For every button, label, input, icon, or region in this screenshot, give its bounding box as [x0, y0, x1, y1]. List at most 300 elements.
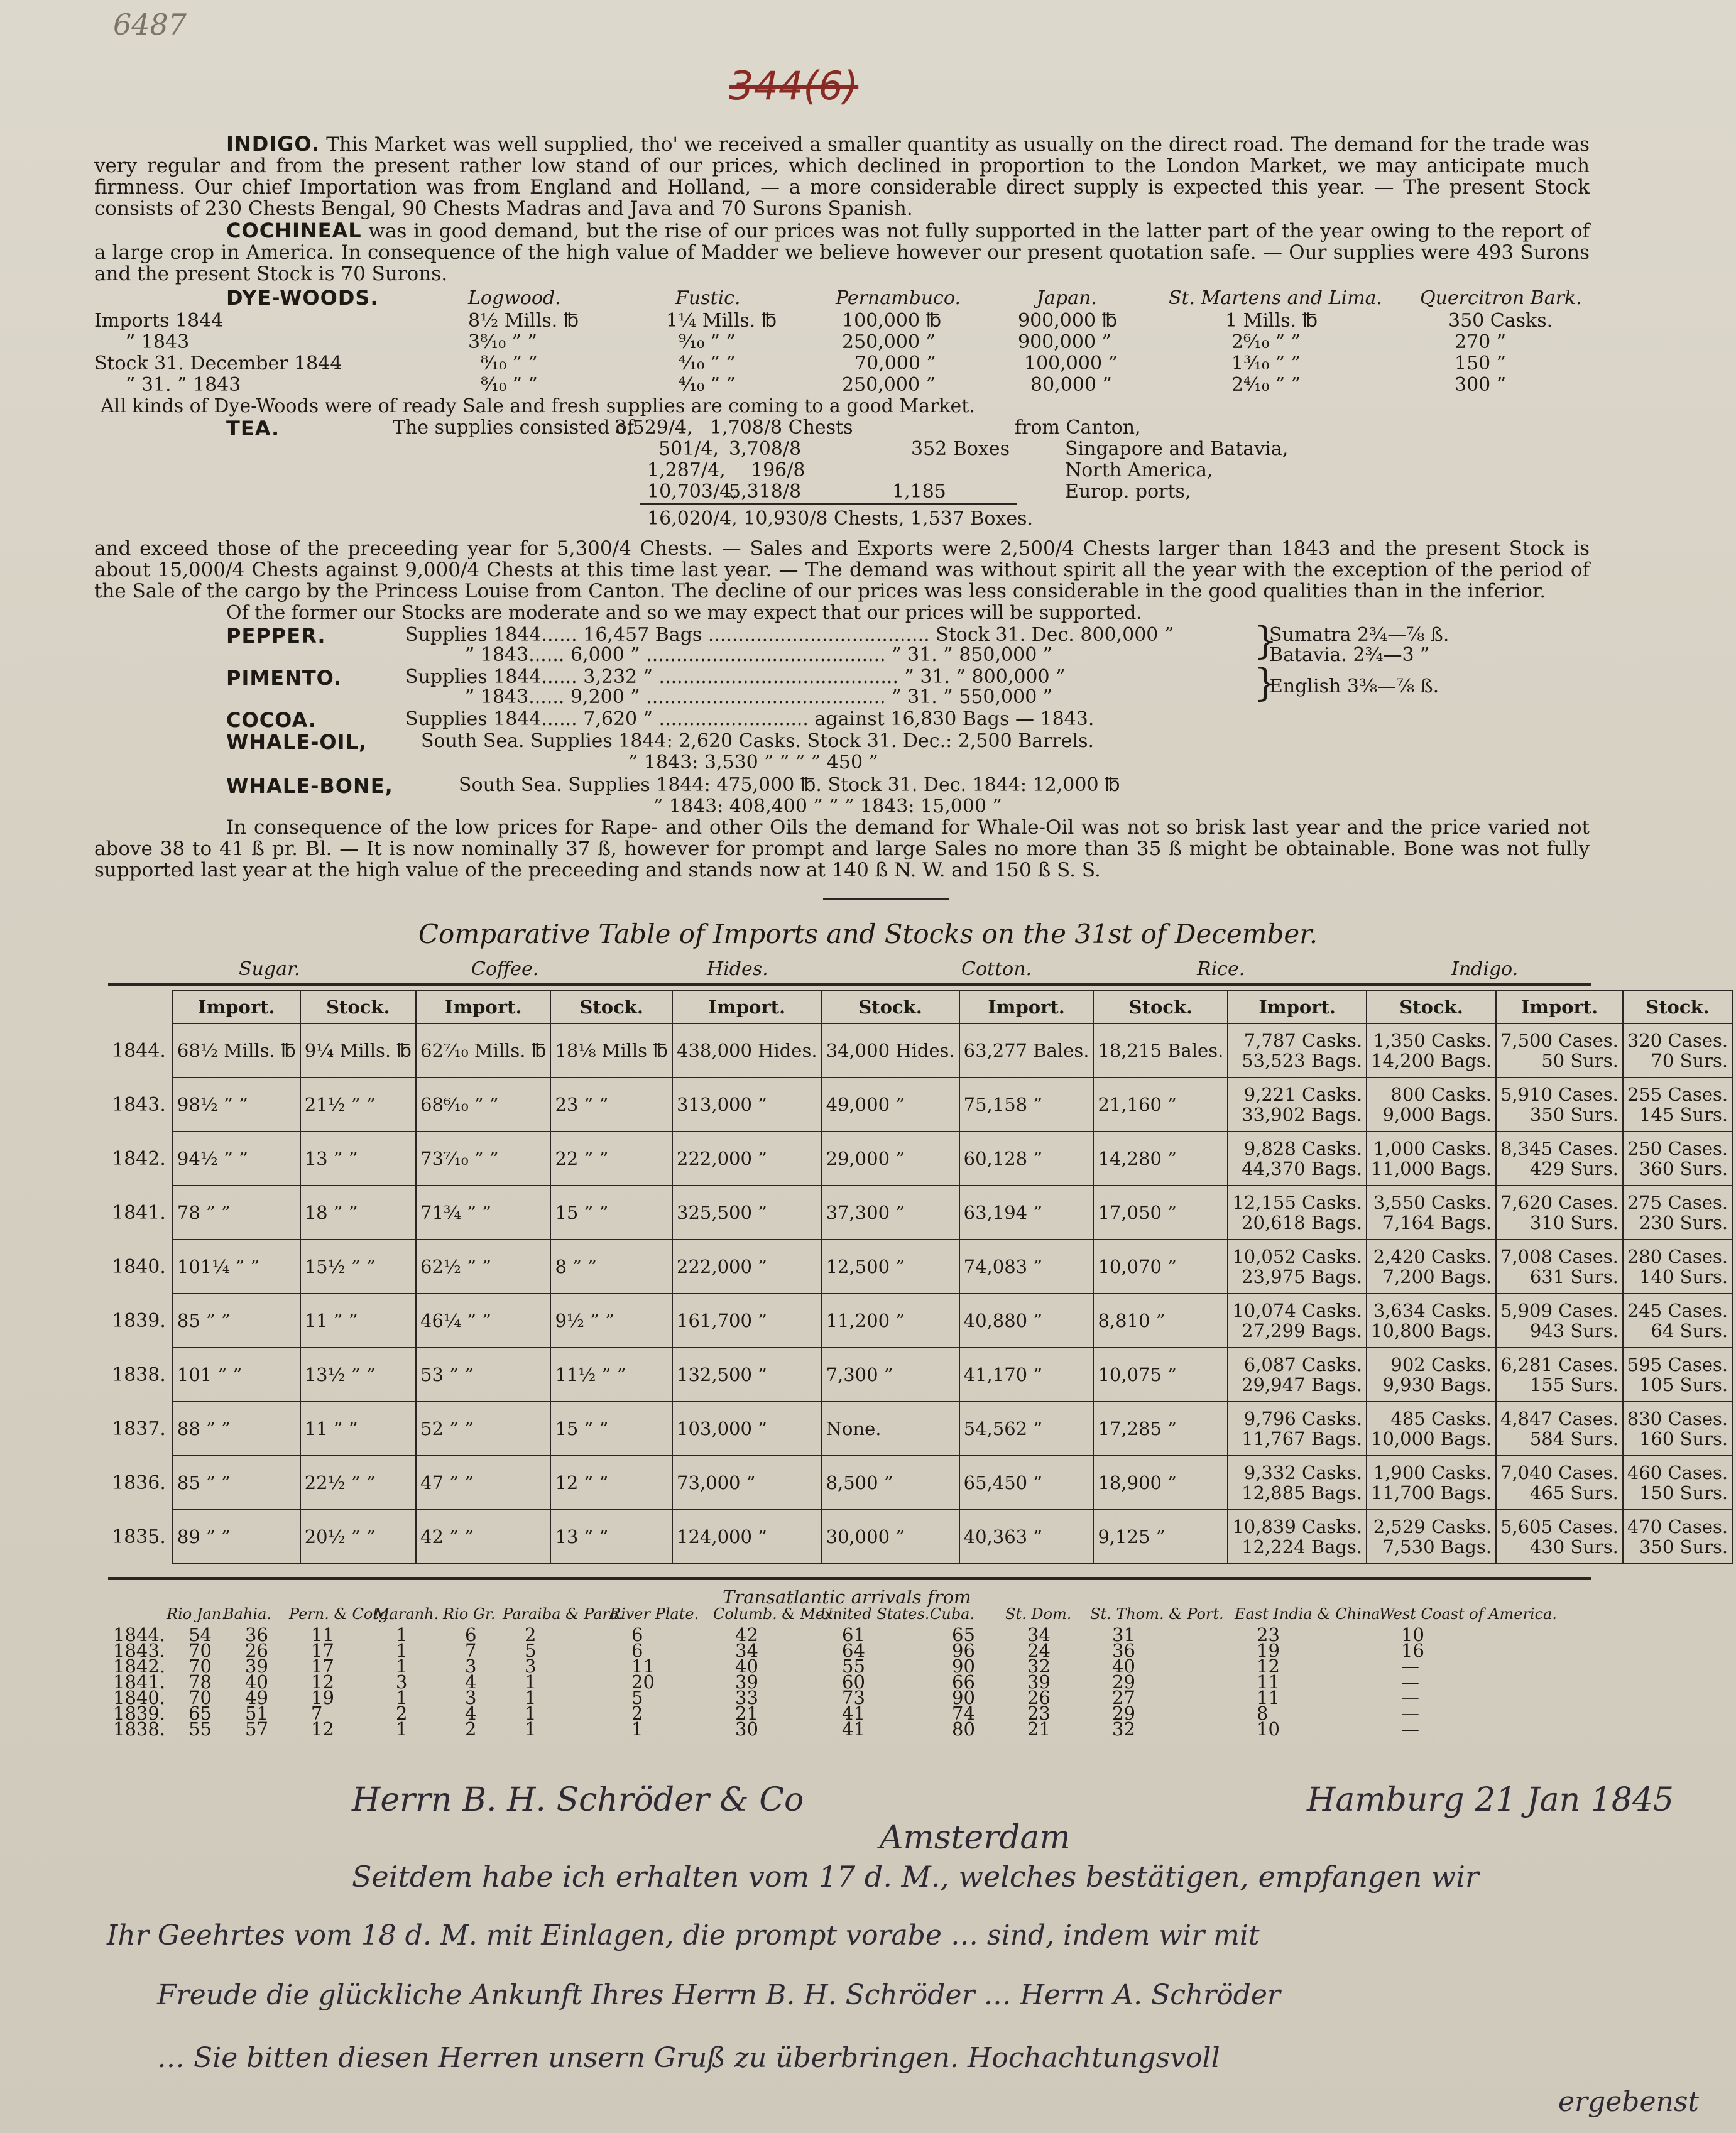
table-cell-line: 10,074 Casks.: [1232, 1300, 1363, 1321]
tea-cell: 5,318/8: [729, 481, 802, 503]
transatlantic-cell: 26: [1027, 1687, 1051, 1708]
handwritten-addressee: Herrn B. H. Schröder & Co: [352, 1781, 804, 1819]
table-cell: [1228, 1510, 1367, 1564]
table-cell: 74,083 ”: [959, 1240, 1094, 1294]
dyewoods-cell: 250,000 ”: [842, 331, 936, 353]
table-cell-line: 584 Surs.: [1529, 1428, 1619, 1449]
table-cell: [1367, 1294, 1496, 1348]
table-cell: 29,000 ”: [822, 1132, 959, 1186]
transatlantic-cell: 11: [1257, 1687, 1280, 1708]
table-cell: 62½ ” ”: [416, 1240, 550, 1294]
dyewoods-cell: 1 Mills. ℔: [1225, 310, 1318, 332]
pepper-line: Supplies 1844...... 16,457 Bags ..................................... Stock 31. Dec. 800,000 ”: [405, 624, 1174, 646]
table-subheader: Import.: [1496, 991, 1623, 1023]
folio-number: 344(6): [729, 63, 859, 109]
tea-cell: 1,708/8 Chests: [710, 417, 853, 439]
whale-oil-line: ” 1843: 3,530 ” ” ” ” 450 ”: [628, 751, 878, 773]
table-cell: 73⁷⁄₁₀ ” ”: [416, 1132, 550, 1186]
transatlantic-cell: 3: [465, 1656, 477, 1677]
transatlantic-cell: 10: [1401, 1624, 1424, 1645]
table-cell: 438,000 Hides.: [672, 1023, 822, 1077]
dyewoods-cell: 1³⁄₁₀ ” ”: [1231, 352, 1301, 374]
table-cell: [1228, 1186, 1367, 1240]
table-cell: [1496, 1456, 1623, 1510]
dyewoods-row-label: ” 31. ” 1843: [126, 374, 241, 396]
table-cell: 22½ ” ”: [300, 1456, 416, 1510]
table-cell-line: 9,221 Casks.: [1243, 1084, 1363, 1105]
table-cell: [1228, 1348, 1367, 1402]
transatlantic-cell: 27: [1112, 1687, 1135, 1708]
dyewoods-heading: DYE-WOODS.: [226, 286, 379, 310]
cochineal-text: was in good demand, but the rise of our prices was not fully supported in the latter part of the year owing to the report of a large crop in America. In consequence of the high value of Madder we believe however our present quotation safe. — Our supplies were 493 Surons and the present Stock is 70 Surons.: [94, 220, 1590, 285]
table-cell-line: 3,550 Casks.: [1373, 1192, 1492, 1213]
whale-oil-heading: WHALE-OIL,: [226, 730, 368, 754]
table-cell-line: 360 Surs.: [1639, 1158, 1728, 1179]
table-cell-line: 7,500 Cases.: [1500, 1030, 1619, 1051]
transatlantic-year: 1843.: [113, 1640, 166, 1661]
table-cell: 124,000 ”: [672, 1510, 822, 1564]
pepper-line: ” 1843...... 6,000 ” ........................................ ” 31. ” 850,000 ”: [465, 644, 1053, 666]
transatlantic-cell: 23: [1027, 1703, 1051, 1724]
handwritten-line: Ihr Geehrtes vom 18 d. M. mit Einlagen, die prompt vorabe … sind, indem wir mit: [107, 1919, 1260, 1951]
table-cell: 98½ ” ”: [173, 1077, 300, 1132]
table-cell: 8,500 ”: [822, 1456, 959, 1510]
table-cell-line: 8,345 Cases.: [1500, 1138, 1619, 1159]
pimento-price: English 3⅜—⅞ ß.: [1269, 675, 1439, 697]
transatlantic-cell: —: [1401, 1671, 1419, 1693]
table-cell: 7,300 ”: [822, 1348, 959, 1402]
transatlantic-cell: 42: [735, 1624, 758, 1645]
dyewoods-cell: 150 ”: [1455, 352, 1507, 374]
tea-intro: The supplies consisted of: [393, 417, 634, 439]
table-cell: 13½ ” ”: [300, 1348, 416, 1402]
pimento-line: Supplies 1844...... 3,232 ” ........................................ ” 31. ” 800,000 ”: [405, 666, 1066, 688]
table-cell: 63,277 Bales.: [959, 1023, 1094, 1077]
table-cell-line: 310 Surs.: [1529, 1212, 1619, 1233]
comparative-title: Comparative Table of Imports and Stocks on the 31st of December.: [418, 919, 1318, 949]
table-subheader: Import.: [1228, 991, 1367, 1023]
table-cell: 8,810 ”: [1093, 1294, 1228, 1348]
table-cell: 85 ” ”: [173, 1294, 300, 1348]
cocoa-line: Supplies 1844...... 7,620 ” ......................... against 16,830 Bags — 1843.: [405, 708, 1095, 730]
pepper-heading: PEPPER.: [226, 624, 326, 648]
pimento-line: ” 1843...... 9,200 ” ........................................ ” 31. ” 550,000 ”: [465, 686, 1053, 708]
transatlantic-cell: 40: [1112, 1656, 1135, 1677]
transatlantic-cell: 1: [525, 1718, 537, 1740]
transatlantic-year: 1840.: [113, 1687, 166, 1708]
tea-cell: Europ. ports,: [1065, 481, 1191, 503]
table-cell-line: 33,902 Bags.: [1242, 1104, 1363, 1125]
table-cell: 18 ” ”: [300, 1186, 416, 1240]
transatlantic-year: 1841.: [113, 1671, 166, 1693]
oil-paragraph: In consequence of the low prices for Rape- and other Oils the demand for Whale-Oil was not so brisk last year and the price varied not above 38 to 41 ß pr. Bl. — It is now nominally 37 ß, however for prompt and large Sales no more than 35 ß might be obtainable. Bone was not fully supported last year at the high value of the preceeding and stands now at 140 ß N. W. and 150 ß S. S.: [94, 816, 1590, 881]
table-cell: 63,194 ”: [959, 1186, 1094, 1240]
table-cell-line: 12,224 Bags.: [1242, 1536, 1363, 1557]
table-year: 1835.: [112, 1525, 166, 1548]
table-cell-line: 460 Cases.: [1627, 1462, 1728, 1483]
table-cell-line: 10,800 Bags.: [1371, 1320, 1492, 1341]
table-cell: [1367, 1456, 1496, 1510]
table-cell: 37,300 ”: [822, 1186, 959, 1240]
table-cell-line: 470 Cases.: [1627, 1516, 1728, 1537]
pepper-price: Batavia. 2¾—3 ”: [1269, 644, 1430, 666]
table-cell: 11,200 ”: [822, 1294, 959, 1348]
table-cell-line: 5,605 Cases.: [1500, 1516, 1619, 1537]
transatlantic-cell: 2: [396, 1703, 408, 1724]
transatlantic-cell: 73: [842, 1687, 865, 1708]
table-cell: [1228, 1077, 1367, 1132]
tea-cell: Singapore and Batavia,: [1065, 438, 1289, 460]
table-cell: 20½ ” ”: [300, 1510, 416, 1564]
transatlantic-cell: 54: [188, 1624, 212, 1645]
table-cell: 132,500 ”: [672, 1348, 822, 1402]
table-cell-line: 10,000 Bags.: [1371, 1428, 1492, 1449]
dyewoods-cell: 100,000 ℔: [842, 310, 942, 332]
transatlantic-cell: 41: [842, 1703, 865, 1724]
table-cell-line: 7,530 Bags.: [1382, 1536, 1492, 1557]
dyewoods-cell: 80,000 ”: [1030, 374, 1112, 396]
table-cell: [1367, 1186, 1496, 1240]
table-cell-line: 1,350 Casks.: [1373, 1030, 1492, 1051]
table-cell: [1623, 1456, 1732, 1510]
table-cell: 11½ ” ”: [550, 1348, 672, 1402]
transatlantic-cell: 1: [525, 1671, 537, 1693]
table-cell: 54,562 ”: [959, 1402, 1094, 1456]
table-cell: [1228, 1240, 1367, 1294]
transatlantic-col-header: St. Thom. & Port.: [1090, 1605, 1224, 1623]
dyewoods-col: Fustic.: [675, 287, 741, 309]
transatlantic-cell: 1: [631, 1718, 643, 1740]
table-cell: [1496, 1402, 1623, 1456]
table-cell: [1623, 1240, 1732, 1294]
transatlantic-cell: —: [1401, 1718, 1419, 1740]
transatlantic-cell: 2: [631, 1703, 643, 1724]
tea-cell: 3,529/4,: [614, 417, 693, 439]
table-cell-line: 12,155 Casks.: [1232, 1192, 1363, 1213]
table-cell-line: 429 Surs.: [1529, 1158, 1619, 1179]
table-cell: [1623, 1186, 1732, 1240]
table-cell: 13 ” ”: [300, 1132, 416, 1186]
transatlantic-year: 1839.: [113, 1703, 166, 1724]
table-cell: 8 ” ”: [550, 1240, 672, 1294]
transatlantic-cell: 29: [1112, 1703, 1135, 1724]
table-cell-line: 140 Surs.: [1639, 1266, 1728, 1287]
divider: [823, 898, 949, 900]
table-cell: 78 ” ”: [173, 1186, 300, 1240]
table-cell: 88 ” ”: [173, 1402, 300, 1456]
table-cell: [1228, 1023, 1367, 1077]
dyewoods-col: Logwood.: [468, 287, 561, 309]
table-cell: [1367, 1132, 1496, 1186]
transatlantic-cell: 78: [188, 1671, 212, 1693]
table-cell: [1367, 1023, 1496, 1077]
table-subheader: Stock.: [1623, 991, 1732, 1023]
dyewoods-note: All kinds of Dye-Woods were of ready Sale and fresh supplies are coming to a good Market.: [101, 395, 975, 417]
whale-bone-heading: WHALE-BONE,: [226, 774, 393, 798]
table-cell-line: 943 Surs.: [1529, 1320, 1619, 1341]
table-cell-line: 320 Cases.: [1627, 1030, 1728, 1051]
table-cell: 13 ” ”: [550, 1510, 672, 1564]
table-cell: 47 ” ”: [416, 1456, 550, 1510]
table-cell-line: 11,700 Bags.: [1371, 1482, 1492, 1503]
dyewoods-cell: 100,000 ”: [1024, 352, 1118, 374]
transatlantic-col-header: West Coast of America.: [1379, 1605, 1557, 1623]
transatlantic-cell: 6: [631, 1640, 643, 1661]
table-cell-line: 9,796 Casks.: [1243, 1408, 1363, 1429]
table-cell: 325,500 ”: [672, 1186, 822, 1240]
table-cell-line: 12,885 Bags.: [1242, 1482, 1363, 1503]
dyewoods-cell: ⁴⁄₁₀ ” ”: [679, 374, 736, 396]
transatlantic-cell: 60: [842, 1671, 865, 1693]
table-cell: [1623, 1132, 1732, 1186]
table-row: [108, 1077, 1732, 1132]
transatlantic-cell: 96: [952, 1640, 975, 1661]
table-year: 1838.: [112, 1363, 166, 1386]
table-cell-line: 465 Surs.: [1529, 1482, 1619, 1503]
table-cell-line: 1,000 Casks.: [1373, 1138, 1492, 1159]
table-cell: 46¼ ” ”: [416, 1294, 550, 1348]
comparative-table: [108, 990, 1733, 1564]
tea-text-2: Of the former our Stocks are moderate and so we may expect that our prices will be supported.: [226, 602, 1142, 624]
table-subheader: Import.: [672, 991, 822, 1023]
tea-cell: 3,708/8: [729, 438, 802, 460]
table-cell: [1367, 1402, 1496, 1456]
dyewoods-row-label: ” 1843: [126, 331, 190, 353]
table-header-row: [108, 991, 1732, 1023]
transatlantic-cell: 33: [735, 1687, 758, 1708]
table-cell: 42 ” ”: [416, 1510, 550, 1564]
table-cell-line: 11,000 Bags.: [1371, 1158, 1492, 1179]
handwritten-line: Freude die glückliche Ankunft Ihres Herrn B. H. Schröder … Herrn A. Schröder: [157, 1979, 1280, 2011]
table-cell-line: 44,370 Bags.: [1242, 1158, 1363, 1179]
transatlantic-col-header: Bahia.: [223, 1605, 272, 1623]
transatlantic-cell: 1: [396, 1640, 408, 1661]
brace-icon: }: [1253, 619, 1278, 663]
table-cell: [1496, 1510, 1623, 1564]
transatlantic-cell: 4: [465, 1703, 477, 1724]
whale-bone-line: South Sea. Supplies 1844: 475,000 ℔. Stock 31. Dec. 1844: 12,000 ℔: [459, 774, 1120, 796]
transatlantic-col-header: East India & China.: [1235, 1605, 1385, 1623]
transatlantic-year: 1838.: [113, 1718, 166, 1740]
transatlantic-cell: 16: [1401, 1640, 1424, 1661]
dyewoods-row-label: Imports 1844: [94, 310, 224, 332]
table-cell-line: 7,040 Cases.: [1500, 1462, 1619, 1483]
table-cell-line: 50 Surs.: [1541, 1050, 1619, 1071]
table-cell: 17,285 ”: [1093, 1402, 1228, 1456]
table-cell: 49,000 ”: [822, 1077, 959, 1132]
tea-cell: from Canton,: [1015, 417, 1141, 439]
table-cell: [1228, 1456, 1367, 1510]
transatlantic-cell: 1: [396, 1656, 408, 1677]
transatlantic-col-header: United States.: [820, 1605, 930, 1623]
transatlantic-cell: 2: [525, 1624, 537, 1645]
table-cell-line: 7,200 Bags.: [1382, 1266, 1492, 1287]
dyewoods-cell: 270 ”: [1455, 331, 1507, 353]
transatlantic-col-header: Pern. & Cotg.: [289, 1605, 393, 1623]
transatlantic-cell: 41: [842, 1718, 865, 1740]
table-cell: [1623, 1402, 1732, 1456]
transatlantic-col-header: Maranh.: [374, 1605, 439, 1623]
dyewoods-cell: 2⁴⁄₁₀ ” ”: [1231, 374, 1301, 396]
table-cell: [1623, 1023, 1732, 1077]
table-cell: 23 ” ”: [550, 1077, 672, 1132]
table-cell: 12,500 ”: [822, 1240, 959, 1294]
transatlantic-cell: 57: [245, 1718, 268, 1740]
table-cell: 9½ ” ”: [550, 1294, 672, 1348]
table-cell: 75,158 ”: [959, 1077, 1094, 1132]
table-cell: 34,000 Hides.: [822, 1023, 959, 1077]
table-cell-line: 800 Casks.: [1390, 1084, 1492, 1105]
table-cell: [1623, 1294, 1732, 1348]
transatlantic-cell: 5: [631, 1687, 643, 1708]
table-cell-line: 902 Casks.: [1390, 1354, 1492, 1375]
table-year: 1844.: [112, 1039, 166, 1062]
table-cell-line: 5,909 Cases.: [1500, 1300, 1619, 1321]
dyewoods-cell: ⁴⁄₁₀ ” ”: [679, 352, 736, 374]
table-year: 1842.: [112, 1147, 166, 1170]
whale-bone-line: ” 1843: 408,400 ” ” ” 1843: 15,000 ”: [653, 795, 1002, 817]
transatlantic-cell: 11: [311, 1624, 334, 1645]
table-cell: 313,000 ”: [672, 1077, 822, 1132]
table-year: 1837.: [112, 1417, 166, 1440]
table-row: [108, 1023, 1732, 1077]
tea-cell: 501/4,: [658, 438, 719, 460]
dyewoods-cell: 250,000 ”: [842, 374, 936, 396]
table-cell: 103,000 ”: [672, 1402, 822, 1456]
handwritten-line: … Sie bitten diesen Herren unsern Gruß zu überbringen. Hochachtungsvoll: [157, 2042, 1220, 2074]
table-cell: 101¼ ” ”: [173, 1240, 300, 1294]
indigo-paragraph: [94, 133, 1590, 219]
table-cell: 68½ Mills. ℔: [173, 1023, 300, 1077]
table-subheader: Stock.: [550, 991, 672, 1023]
transatlantic-cell: 1: [525, 1703, 537, 1724]
table-cell: 40,363 ”: [959, 1510, 1094, 1564]
table-cell: 161,700 ”: [672, 1294, 822, 1348]
table-subheader: Import.: [173, 991, 300, 1023]
table-cell: [1623, 1077, 1732, 1132]
table-cell: 14,280 ”: [1093, 1132, 1228, 1186]
transatlantic-cell: 1: [396, 1624, 408, 1645]
table-cell: 10,070 ”: [1093, 1240, 1228, 1294]
table-cell-line: 350 Surs.: [1639, 1536, 1728, 1557]
transatlantic-cell: 1: [525, 1687, 537, 1708]
transatlantic-cell: 6: [631, 1624, 643, 1645]
table-cell: 65,450 ”: [959, 1456, 1094, 1510]
transatlantic-cell: —: [1401, 1687, 1419, 1708]
transatlantic-cell: 7: [465, 1640, 477, 1661]
transatlantic-cell: 1: [396, 1718, 408, 1740]
table-cell: [1496, 1186, 1623, 1240]
transatlantic-cell: 3: [396, 1671, 408, 1693]
table-cell-line: 430 Surs.: [1529, 1536, 1619, 1557]
transatlantic-cell: 74: [952, 1703, 975, 1724]
dyewoods-col: St. Martens and Lima.: [1169, 287, 1383, 309]
table-cell-line: 4,847 Cases.: [1500, 1408, 1619, 1429]
dyewoods-cell: ⁹⁄₁₀ ” ”: [679, 331, 736, 353]
table-cell-line: 245 Cases.: [1627, 1300, 1728, 1321]
transatlantic-cell: 32: [1112, 1718, 1135, 1740]
table-cell: 18⅛ Mills ℔: [550, 1023, 672, 1077]
transatlantic-col-header: Columb. & Mex.: [713, 1605, 838, 1623]
transatlantic-cell: 66: [952, 1671, 975, 1693]
table-cell-line: 10,052 Casks.: [1232, 1246, 1363, 1267]
table-cell: [1496, 1240, 1623, 1294]
category-label: Indigo.: [1451, 958, 1519, 980]
transatlantic-cell: 12: [311, 1671, 334, 1693]
dyewoods-col: Pernambuco.: [836, 287, 961, 309]
table-cell: [1228, 1132, 1367, 1186]
category-label: Coffee.: [471, 958, 539, 980]
table-cell: 101 ” ”: [173, 1348, 300, 1402]
table-cell: [1367, 1240, 1496, 1294]
table-cell-line: 155 Surs.: [1529, 1374, 1619, 1395]
transatlantic-cell: 7: [311, 1703, 323, 1724]
tea-total-rule: [640, 503, 1017, 505]
transatlantic-cell: 4: [465, 1671, 477, 1693]
whale-oil-line: South Sea. Supplies 1844: 2,620 Casks. Stock 31. Dec.: 2,500 Barrels.: [421, 730, 1095, 752]
transatlantic-cell: 90: [952, 1656, 975, 1677]
table-cell-line: 20,618 Bags.: [1242, 1212, 1363, 1233]
table-cell: 21½ ” ”: [300, 1077, 416, 1132]
table-cell-line: 7,787 Casks.: [1243, 1030, 1363, 1051]
tea-cell: North America,: [1065, 459, 1213, 481]
table-subheader: Stock.: [1367, 991, 1496, 1023]
table-cell: 11 ” ”: [300, 1402, 416, 1456]
transatlantic-cell: 11: [1257, 1671, 1280, 1693]
transatlantic-cell: 90: [952, 1687, 975, 1708]
table-cell: 15½ ” ”: [300, 1240, 416, 1294]
table-subheader: Stock.: [822, 991, 959, 1023]
indigo-text: This Market was well supplied, tho' we received a smaller quantity as usually on the direct road. The demand for the trade was very regular and from the present rather low stand of our prices, which declined in proportion to the London Market, we may anticipate much firmness. Our chief Importation was from England and Holland, — a more considerable direct supply is expected this year. — The present Stock consists of 230 Chests Bengal, 90 Chests Madras and Java and 70 Surons Spanish.: [94, 133, 1590, 220]
table-cell: [1623, 1348, 1732, 1402]
transatlantic-cell: 39: [245, 1656, 268, 1677]
transatlantic-cell: 12: [311, 1718, 334, 1740]
table-cell-line: 105 Surs.: [1639, 1374, 1728, 1395]
transatlantic-cell: 5: [525, 1640, 537, 1661]
table-cell: [1228, 1402, 1367, 1456]
table-cell: 30,000 ”: [822, 1510, 959, 1564]
table-row: [108, 1402, 1732, 1456]
table-cell-line: 9,930 Bags.: [1382, 1374, 1492, 1395]
table-row: [108, 1348, 1732, 1402]
table-cell: 22 ” ”: [550, 1132, 672, 1186]
table-cell-line: 10,839 Casks.: [1232, 1516, 1363, 1537]
transatlantic-title: Transatlantic arrivals from: [723, 1586, 971, 1608]
handwritten-city: Amsterdam: [880, 1819, 1071, 1857]
transatlantic-cell: 31: [1112, 1624, 1135, 1645]
table-cell-line: 29,947 Bags.: [1242, 1374, 1363, 1395]
transatlantic-cell: —: [1401, 1703, 1419, 1724]
transatlantic-cell: 2: [465, 1718, 477, 1740]
table-cell: 85 ” ”: [173, 1456, 300, 1510]
tea-heading: TEA.: [226, 417, 280, 440]
dyewoods-cell: 8½ Mills. ℔: [468, 310, 579, 332]
dyewoods-cell: 300 ”: [1455, 374, 1507, 396]
table-cell: 222,000 ”: [672, 1240, 822, 1294]
dyewoods-cell: ⁸⁄₁₀ ” ”: [481, 374, 538, 396]
table-bottom-rule: [108, 1577, 1591, 1580]
transatlantic-cell: 70: [188, 1640, 212, 1661]
table-cell: 94½ ” ”: [173, 1132, 300, 1186]
dyewoods-row-label: Stock 31. December 1844: [94, 352, 342, 374]
transatlantic-cell: 55: [842, 1656, 865, 1677]
table-cell: 53 ” ”: [416, 1348, 550, 1402]
table-cell: [1228, 1294, 1367, 1348]
table-cell-line: 255 Cases.: [1627, 1084, 1728, 1105]
transatlantic-cell: 40: [245, 1671, 268, 1693]
table-year: 1841.: [112, 1201, 166, 1224]
table-cell: 222,000 ”: [672, 1132, 822, 1186]
